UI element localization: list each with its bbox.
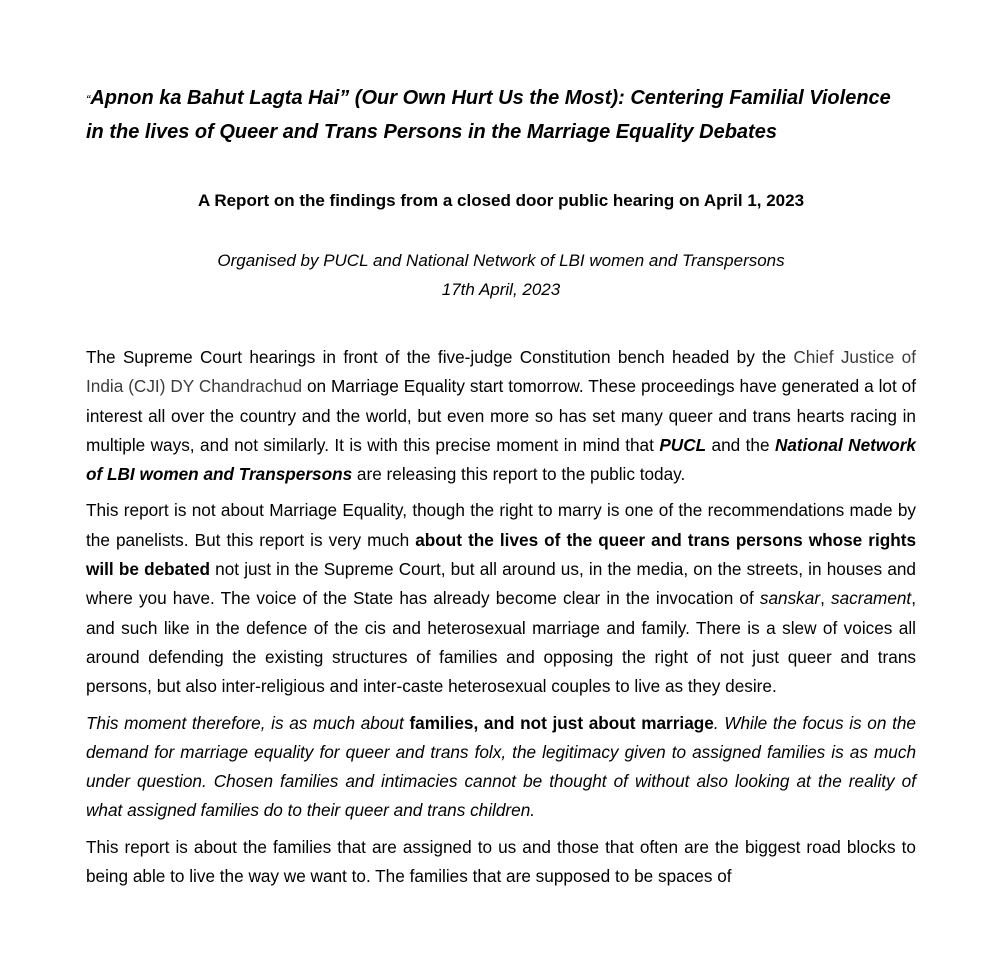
p2-text-4: , and such like in the defence of the cis and heterosexual marriage and family. There is a slew of voices all around defending the existing structures of families and opposing the right of not just queer and trans persons, but also inter-religious and inter-caste heterosexual couples to live as they desire. xyxy=(86,588,916,697)
cji-link[interactable]: Chief Justice of India (CJI) DY Chandrachud xyxy=(86,347,916,397)
p3-text-2: . While the focus is on the demand for marriage equality for queer and trans folx, the legitimacy given to assigned families is as much under question. Chosen families and intimacies cannot be thought of without also looking at the reality of what assigned families do to their queer and trans children. xyxy=(86,712,916,821)
paragraph-3 xyxy=(86,709,916,826)
p1-text-4: are releasing this report to the public today. xyxy=(352,464,686,485)
p1-text-3: and the xyxy=(706,434,775,455)
report-title xyxy=(86,82,916,149)
p1-text-1: The Supreme Court hearings in front of the five-judge Constitution bench headed by the xyxy=(86,347,794,367)
paragraph-4 xyxy=(86,833,916,892)
p2-text-2: not just in the Supreme Court, but all around us, in the media, on the streets, in houses and where you have. The voice of the State has already become clear in the invocation of xyxy=(86,559,916,609)
report-date: 17th April, 2023 xyxy=(441,280,561,299)
p2-text-3: , xyxy=(820,588,831,609)
p2-bold-1: about the lives of the queer and trans persons whose rights will be debated xyxy=(86,529,916,580)
title-line-1: Apnon ka Bahut Lagta Hai” (Our Own Hurt Us the Most): Centering Familial Violence xyxy=(90,87,891,109)
p1-text-2: on Marriage Equality start tomorrow. These proceedings have generated a lot of interest all over the country and the world, but even more so has set many queer and trans hearts racing in multiple ways, and not similarly. It is with this precise moment in mind that xyxy=(86,376,916,455)
p3-text-1: This moment therefore, is as much about xyxy=(86,712,410,733)
title-line-2: in the lives of Queer and Trans Persons in the Marriage Equality Debates xyxy=(86,121,777,143)
organiser-block xyxy=(86,246,916,304)
pucl-name: PUCL xyxy=(659,434,707,455)
title-open-quote: “ xyxy=(86,92,91,107)
report-body xyxy=(86,343,916,898)
organiser-line: Organised by PUCL and National Network of LBI women and Transpersons xyxy=(217,251,785,270)
paragraph-1 xyxy=(86,343,916,489)
p2-italic-sacrament: sacrament xyxy=(830,588,912,609)
paragraph-2 xyxy=(86,496,916,701)
p4-text-1: This report is about the families that are assigned to us and those that often are the biggest road blocks to being able to live the way we want to. The families that are supposed to be spaces of xyxy=(86,836,916,887)
p2-italic-sanskar: sanskar xyxy=(759,588,821,609)
network-name: National Network of LBI women and Transpersons xyxy=(86,434,916,485)
p3-bold-1: families, and not just about marriage xyxy=(409,712,714,733)
p2-text-1: This report is not about Marriage Equality, though the right to marry is one of the recommendations made by the panelists. But this report is very much xyxy=(86,500,916,550)
report-subtitle: A Report on the findings from a closed door public hearing on April 1, 2023 xyxy=(197,191,805,210)
